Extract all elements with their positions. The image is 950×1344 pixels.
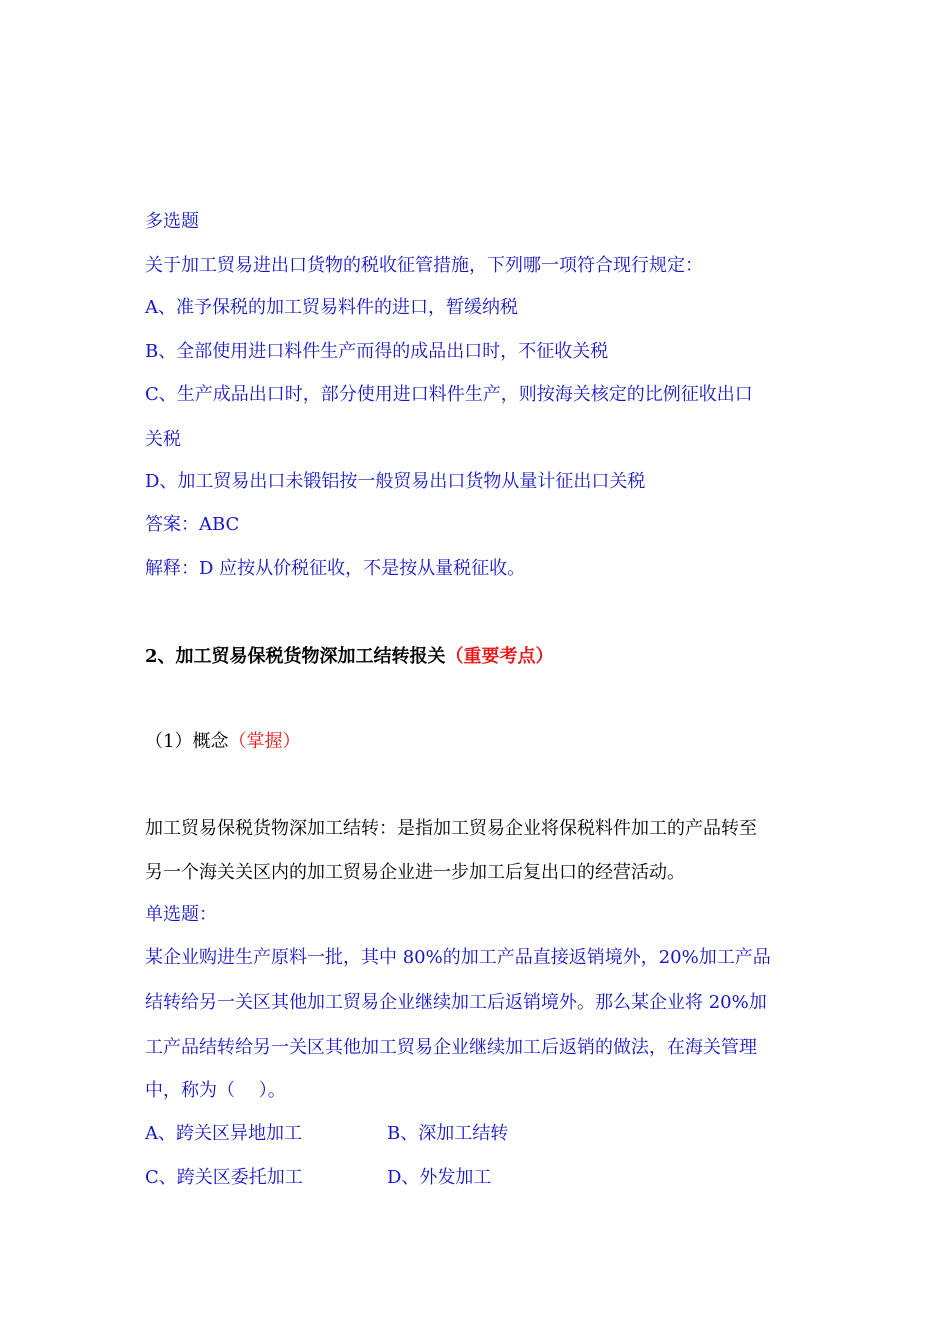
- q2-option-b: B、深加工结转: [387, 1123, 509, 1144]
- section2-heading-tag: （重要考点）: [445, 646, 554, 667]
- q1-option-d: D、加工贸易出口未锻铝按一般贸易出口货物从量计征出口关税: [145, 471, 646, 492]
- q1-option-a: A、准予保税的加工贸易料件的进口，暂缓纳税: [145, 297, 518, 318]
- q1-option-b: B、全部使用进口料件生产而得的成品出口时，不征收关税: [145, 341, 609, 362]
- q1-type-label: 多选题: [145, 211, 199, 232]
- q2-options-row1: [145, 1122, 645, 1146]
- q1-answer: 答案：ABC: [145, 514, 240, 535]
- q2-options-row2: [145, 1166, 645, 1190]
- subsection1-heading-tag: （掌握）: [228, 731, 301, 752]
- definition-line1: 加工贸易保税货物深加工结转：是指加工贸易企业将保税料件加工的产品转至: [145, 818, 757, 839]
- q2-option-d: D、外发加工: [387, 1167, 492, 1188]
- q2-option-c: C、跨关区委托加工: [145, 1167, 303, 1188]
- q2-stem-line2: 结转给另一关区其他加工贸易企业继续加工后返销境外。那么某企业将 20%加: [145, 992, 767, 1013]
- subsection1-heading-text: （1）概念: [145, 731, 229, 752]
- section2-heading-text: 2、加工贸易保税货物深加工结转报关: [145, 646, 446, 667]
- section2-heading: [145, 645, 554, 669]
- definition-line2: 另一个海关关区内的加工贸易企业进一步加工后复出口的经营活动。: [145, 862, 685, 883]
- q1-explanation: 解释：D 应按从价税征收，不是按从量税征收。: [145, 558, 526, 579]
- q2-stem-line1: 某企业购进生产原料一批，其中 80%的加工产品直接返销境外，20%加工产品: [145, 947, 771, 968]
- q1-option-c-line2: 关税: [145, 429, 181, 450]
- q2-type-label: 单选题：: [145, 904, 217, 925]
- q2-option-a: A、跨关区异地加工: [145, 1123, 302, 1144]
- q1-question: 关于加工贸易进出口货物的税收征管措施，下列哪一项符合现行规定：: [145, 255, 703, 276]
- q1-option-c-line1: C、生产成品出口时，部分使用进口料件生产，则按海关核定的比例征收出口: [145, 384, 753, 405]
- q2-stem-line3: 工产品结转给另一关区其他加工贸易企业继续加工后返销的做法，在海关管理: [145, 1037, 757, 1058]
- q2-stem-line4: 中，称为（ ）。: [145, 1080, 286, 1101]
- subsection1-heading: [145, 730, 300, 754]
